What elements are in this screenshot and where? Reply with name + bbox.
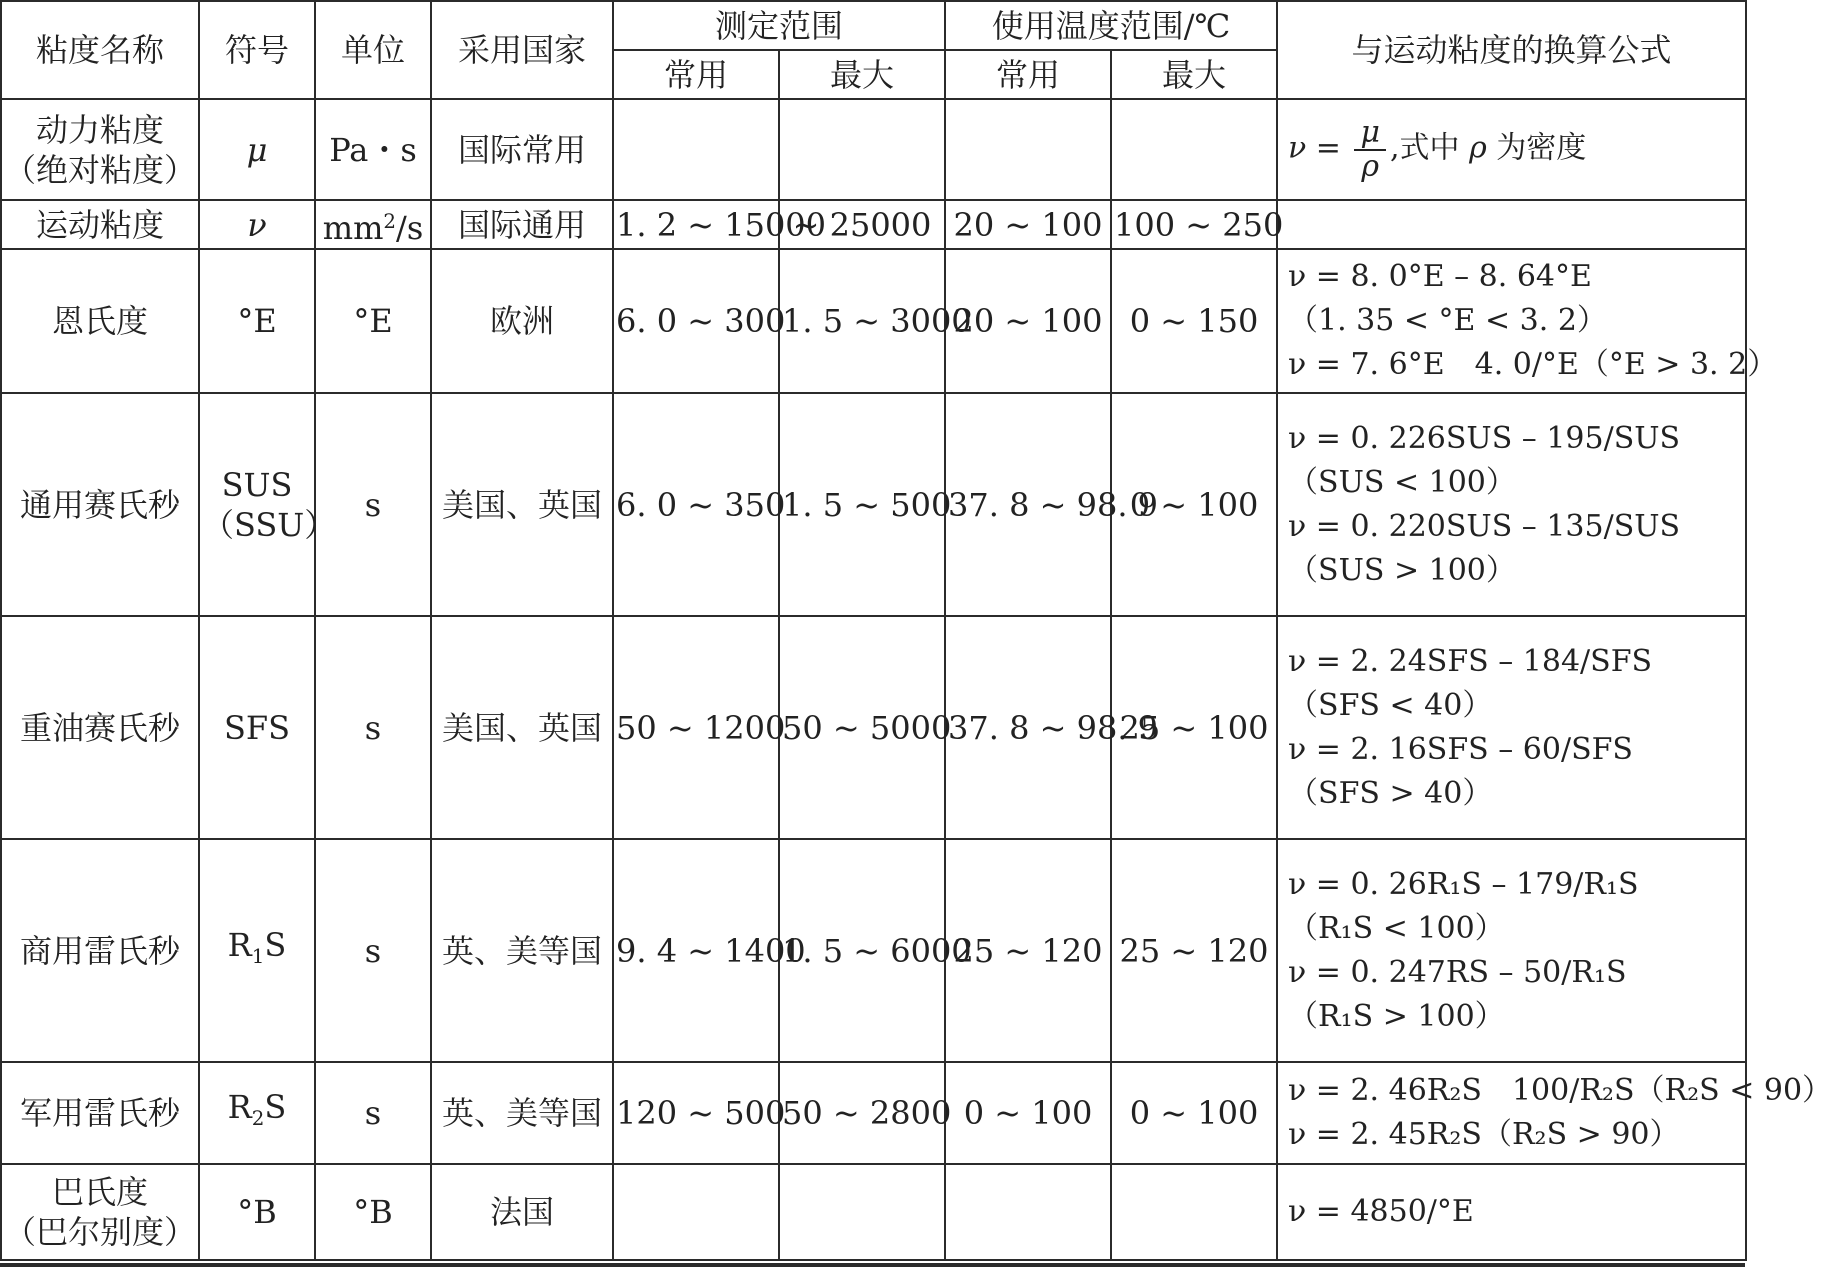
cell-temp-common — [945, 1164, 1111, 1260]
cell-name — [1, 1164, 199, 1260]
table-row — [1, 249, 1746, 393]
formula-line: （1. 35 < °E < 3. 2） — [1288, 303, 1607, 338]
header-row-1 — [1, 1, 1746, 50]
cell-temp-common: 37. 8 ~ 98. 9 — [945, 393, 1111, 616]
cell-measure-common — [613, 99, 779, 200]
bottom-rule — [0, 1263, 1745, 1267]
formula-line: （SUS < 100） — [1288, 464, 1516, 500]
name-line: 动力粘度 — [35, 110, 164, 149]
unit-base: mm — [322, 208, 384, 247]
formula-line: （R₁S < 100） — [1288, 910, 1505, 946]
cell-unit: s — [315, 393, 431, 616]
cell-unit: °B — [315, 1164, 431, 1260]
cell-country: 英、美等国 — [431, 1062, 613, 1164]
cell-name: 通用赛氏秒 — [1, 393, 199, 616]
cell-measure-common: 9. 4 ~ 1400 — [613, 839, 779, 1062]
cell-name: 重油赛氏秒 — [1, 616, 199, 839]
cell-measure-max: 1. 5 ~ 3000 — [779, 249, 945, 393]
cell-symbol: SFS — [199, 616, 315, 839]
cell-temp-max — [1111, 99, 1277, 200]
symbol-base: R — [227, 1088, 252, 1127]
cell-symbol: °E — [199, 249, 315, 393]
header-measure-range: 测定范围 — [613, 1, 945, 50]
formula-line: （R₁S > 100） — [1288, 998, 1505, 1034]
formula-line: ν = 7. 6°E 4. 0/°E（°E > 3. 2） — [1288, 347, 1778, 382]
cell-unit: °E — [315, 249, 431, 393]
cell-measure-max: ~ 25000 — [779, 200, 945, 249]
header-temp-max: 最大 — [1111, 50, 1277, 99]
formula-line: ν = 2. 24SFS – 184/SFS — [1288, 643, 1653, 679]
cell-temp-max — [1111, 1164, 1277, 1260]
cell-temp-common: 0 ~ 100 — [945, 1062, 1111, 1164]
cell-measure-max — [779, 99, 945, 200]
cell-temp-common: 25 ~ 120 — [945, 839, 1111, 1062]
symbol-tail: S — [264, 925, 287, 964]
cell-symbol — [199, 839, 315, 1062]
table-row — [1, 616, 1746, 839]
table-row — [1, 1062, 1746, 1164]
cell-name: 商用雷氏秒 — [1, 839, 199, 1062]
table-row — [1, 99, 1746, 200]
symbol-line: （SSU） — [202, 505, 337, 544]
cell-temp-max: 25 ~ 100 — [1111, 616, 1277, 839]
header-country: 采用国家 — [431, 1, 613, 99]
cell-formula — [1277, 249, 1778, 393]
formula-line: ν = 0. 26R₁S – 179/R₁S — [1288, 866, 1639, 902]
header-formula: 与运动粘度的换算公式 — [1277, 1, 1746, 99]
formula-tail-b: 为密度 — [1486, 130, 1587, 166]
fraction-denominator: ρ — [1361, 148, 1380, 184]
cell-symbol — [199, 1062, 315, 1164]
cell-formula — [1277, 839, 1746, 1062]
cell-symbol: °B — [199, 1164, 315, 1260]
formula-line: ν = 4850/°E — [1288, 1194, 1474, 1229]
formula-line: ν = 0. 220SUS – 135/SUS — [1288, 508, 1681, 544]
cell-measure-common: 6. 0 ~ 300 — [613, 249, 779, 393]
cell-temp-common: 20 ~ 100 — [945, 200, 1111, 249]
cell-unit: s — [315, 1062, 431, 1164]
cell-country: 法国 — [431, 1164, 613, 1260]
cell-country: 欧洲 — [431, 249, 613, 393]
fraction-numerator: μ — [1354, 117, 1386, 151]
header-temp-range: 使用温度范围/℃ — [945, 1, 1277, 50]
cell-measure-max: 1. 5 ~ 6000 — [779, 839, 945, 1062]
name-line: （巴尔别度） — [4, 1213, 197, 1251]
unit-tail: /s — [396, 208, 424, 247]
cell-measure-common: 120 ~ 500 — [613, 1062, 779, 1164]
cell-measure-max: 50 ~ 2800 — [779, 1062, 945, 1164]
cell-formula — [1277, 1164, 1746, 1260]
cell-measure-max: 50 ~ 5000 — [779, 616, 945, 839]
cell-measure-common: 1. 2 ~ 15000 — [613, 200, 779, 249]
cell-measure-max: 1. 5 ~ 500 — [779, 393, 945, 616]
cell-symbol: μ — [199, 99, 315, 200]
cell-country: 英、美等国 — [431, 839, 613, 1062]
symbol-subscript: 2 — [251, 1106, 265, 1130]
cell-measure-common: 50 ~ 1200 — [613, 616, 779, 839]
cell-measure-max — [779, 1164, 945, 1260]
formula-rho: ρ — [1469, 130, 1487, 166]
cell-measure-common: 6. 0 ~ 350 — [613, 393, 779, 616]
cell-formula — [1277, 393, 1746, 616]
header-measure-max: 最大 — [779, 50, 945, 99]
formula-line: ν = 2. 16SFS – 60/SFS — [1288, 731, 1633, 767]
symbol-tail: S — [264, 1088, 287, 1127]
table-row — [1, 393, 1746, 616]
cell-country: 美国、英国 — [431, 616, 613, 839]
formula-line: ν = 0. 226SUS – 195/SUS — [1288, 420, 1681, 456]
cell-temp-max: 0 ~ 100 — [1111, 393, 1277, 616]
cell-temp-common: 37. 8 ~ 98. 9 — [945, 616, 1111, 839]
symbol-subscript: 1 — [251, 944, 265, 968]
cell-unit: s — [315, 839, 431, 1062]
header-name: 粘度名称 — [1, 1, 199, 99]
cell-unit — [315, 200, 431, 249]
cell-measure-common — [613, 1164, 779, 1260]
cell-formula — [1277, 99, 1746, 200]
cell-temp-common: 20 ~ 100 — [945, 249, 1111, 393]
formula-lhs: ν = — [1288, 130, 1341, 166]
table-row — [1, 839, 1746, 1062]
formula-line: （SFS > 40） — [1288, 775, 1493, 811]
cell-unit: Pa・s — [315, 99, 431, 200]
cell-country: 国际通用 — [431, 200, 613, 249]
cell-temp-max: 0 ~ 100 — [1111, 1062, 1277, 1164]
cell-temp-common — [945, 99, 1111, 200]
cell-symbol — [199, 393, 337, 616]
table-row — [1, 200, 1746, 249]
cell-country: 美国、英国 — [431, 393, 613, 616]
cell-formula — [1277, 200, 1746, 249]
formula-line: ν = 2. 45R₂S（R₂S > 90） — [1288, 1117, 1680, 1152]
cell-temp-max: 25 ~ 120 — [1111, 839, 1277, 1062]
cell-temp-max: 100 ~ 250 — [1111, 200, 1277, 249]
header-measure-common: 常用 — [613, 50, 779, 99]
cell-name — [1, 99, 199, 200]
formula-line: ν = 0. 247RS – 50/R₁S — [1288, 954, 1627, 990]
symbol-line: SUS — [221, 465, 293, 504]
header-symbol: 符号 — [199, 1, 315, 99]
formula-fraction — [1354, 117, 1386, 182]
table-row — [1, 1164, 1746, 1260]
symbol-base: R — [227, 925, 252, 964]
cell-country: 国际常用 — [431, 99, 613, 200]
cell-symbol: ν — [199, 200, 315, 249]
formula-tail-a: ,式中 — [1389, 130, 1470, 166]
formula-line: ν = 2. 46R₂S 100/R₂S（R₂S < 90） — [1288, 1073, 1832, 1108]
name-line: 巴氏度 — [51, 1173, 148, 1211]
cell-temp-max: 0 ~ 150 — [1111, 249, 1277, 393]
formula-line: ν = 8. 0°E – 8. 64°E — [1288, 259, 1592, 294]
cell-name: 恩氏度 — [1, 249, 199, 393]
header-temp-common: 常用 — [945, 50, 1111, 99]
name-line: （绝对粘度） — [4, 150, 197, 189]
cell-name: 军用雷氏秒 — [1, 1062, 199, 1164]
cell-formula — [1277, 1062, 1832, 1164]
formula-line: （SFS < 40） — [1288, 687, 1493, 723]
formula-line: （SUS > 100） — [1288, 552, 1516, 588]
cell-formula — [1277, 616, 1746, 839]
header-unit: 单位 — [315, 1, 431, 99]
unit-superscript: 2 — [383, 209, 397, 233]
cell-unit: s — [315, 616, 431, 839]
cell-name: 运动粘度 — [1, 200, 199, 249]
